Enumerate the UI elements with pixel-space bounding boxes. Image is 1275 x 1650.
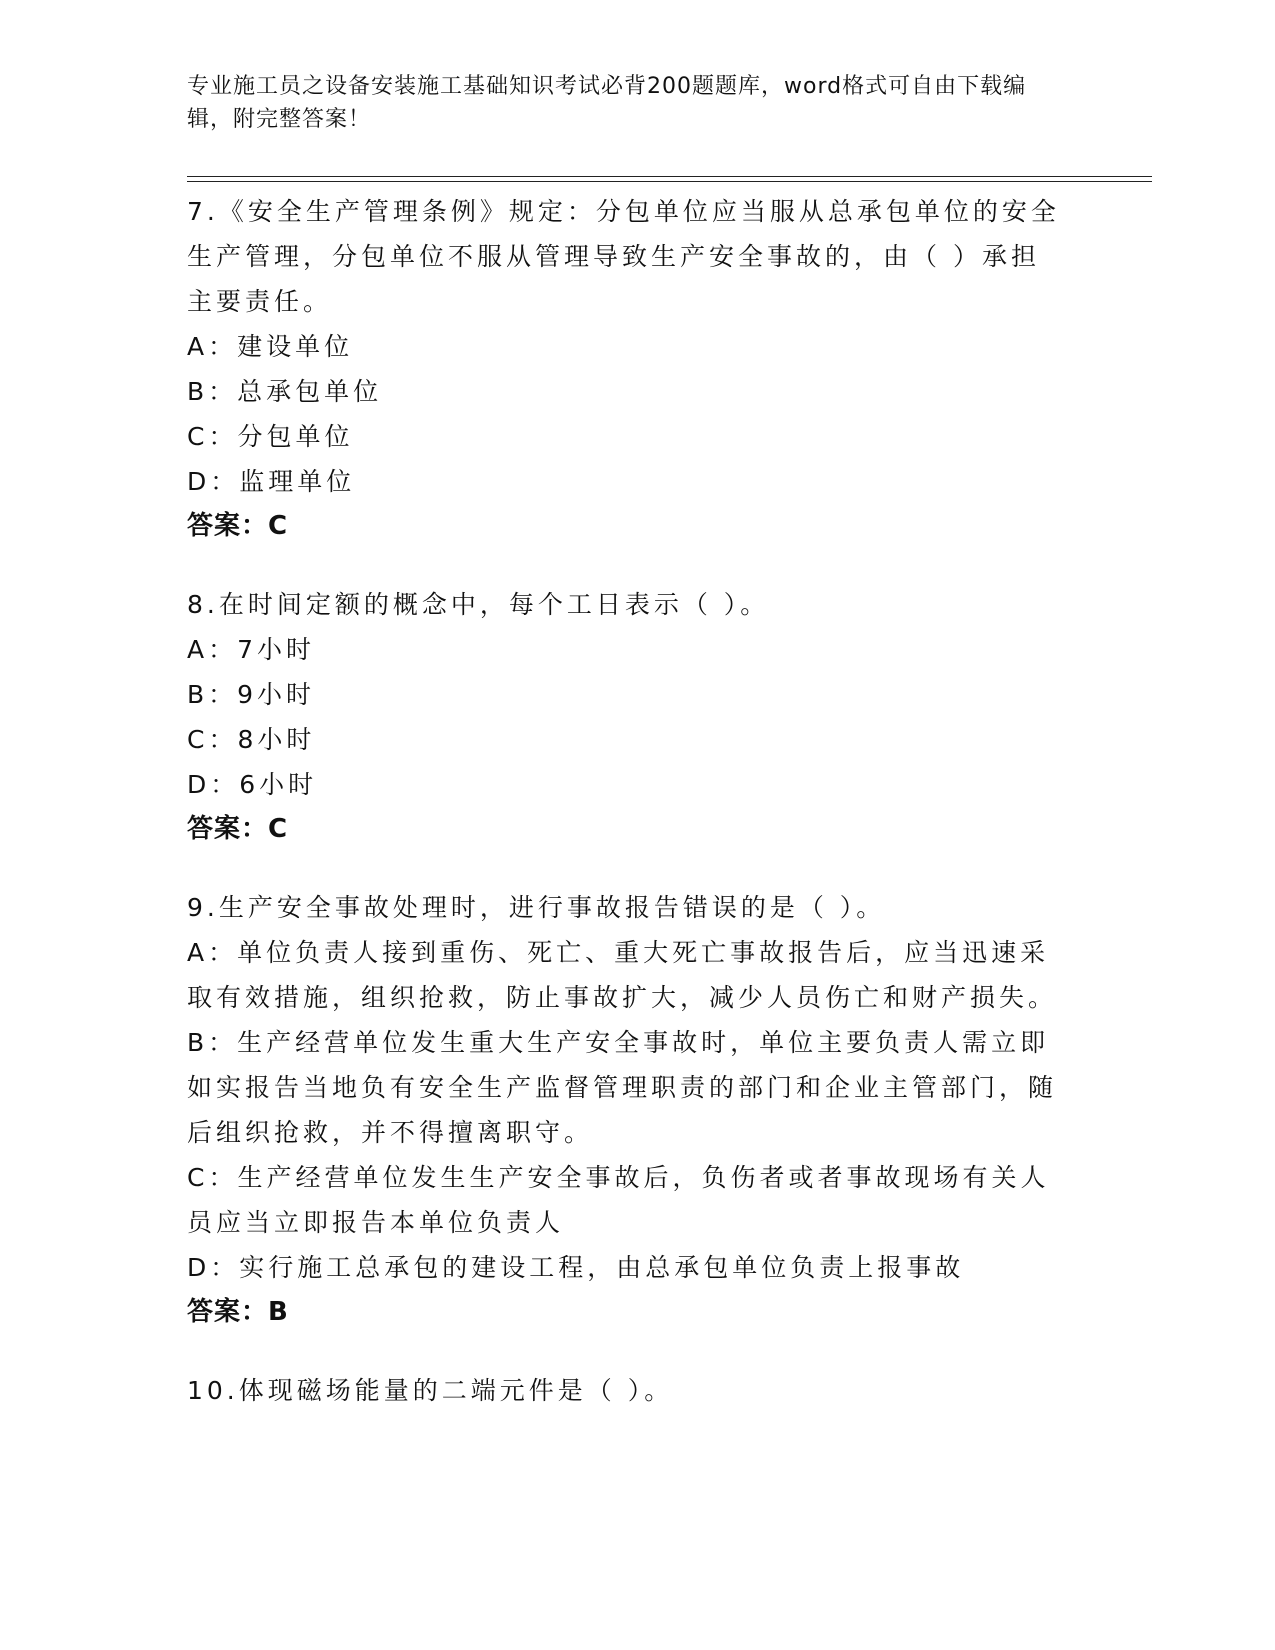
option-c: C：分包单位	[187, 422, 354, 451]
option-b: B：生产经营单位发生重大生产安全事故时，单位主要负责人需立即如实报告当地负有安全生产监督管理职责的部门和企业主管部门，随后组织抢救，并不得擅离职守。	[187, 1028, 1058, 1147]
question-8	[187, 582, 1067, 852]
option-a: A：单位负责人接到重伤、死亡、重大死亡事故报告后，应当迅速采取有效措施，组织抢救，防止事故扩大，减少人员伤亡和财产损失。	[187, 938, 1058, 1012]
document-header: 专业施工员之设备安装施工基础知识考试必背200题题库，word格式可自由下载编辑，附完整答案！	[187, 74, 1027, 132]
header-divider-top	[187, 176, 1152, 177]
question-9	[187, 885, 1067, 1335]
option-a: A：7小时	[187, 635, 316, 664]
option-d: D：监理单位	[187, 467, 356, 496]
question-text: 7.《安全生产管理条例》规定：分包单位应当服从总承包单位的安全生产管理，分包单位不服从管理导致生产安全事故的，由（ ）承担主要责任。	[187, 197, 1060, 316]
option-c: C：8小时	[187, 725, 316, 754]
question-list	[187, 189, 1067, 1446]
answer-line: 答案：B	[187, 1297, 289, 1327]
option-c: C：生产经营单位发生生产安全事故后，负伤者或者事故现场有关人员应当立即报告本单位负责人	[187, 1163, 1050, 1237]
question-text: 8.在时间定额的概念中，每个工日表示（ ）。	[187, 590, 770, 619]
option-d: D：实行施工总承包的建设工程，由总承包单位负责上报事故	[187, 1253, 965, 1282]
option-d: D：6小时	[187, 770, 318, 799]
option-b: B：9小时	[187, 680, 316, 709]
option-b: B：总承包单位	[187, 377, 383, 406]
header-divider-bottom	[187, 181, 1152, 182]
answer-line: 答案：C	[187, 814, 289, 844]
question-text: 10.体现磁场能量的二端元件是（ ）。	[187, 1376, 674, 1405]
answer-line: 答案：C	[187, 511, 289, 541]
option-a: A：建设单位	[187, 332, 354, 361]
question-text: 9.生产安全事故处理时，进行事故报告错误的是（ ）。	[187, 893, 886, 922]
question-10	[187, 1368, 1067, 1413]
question-7	[187, 189, 1067, 549]
